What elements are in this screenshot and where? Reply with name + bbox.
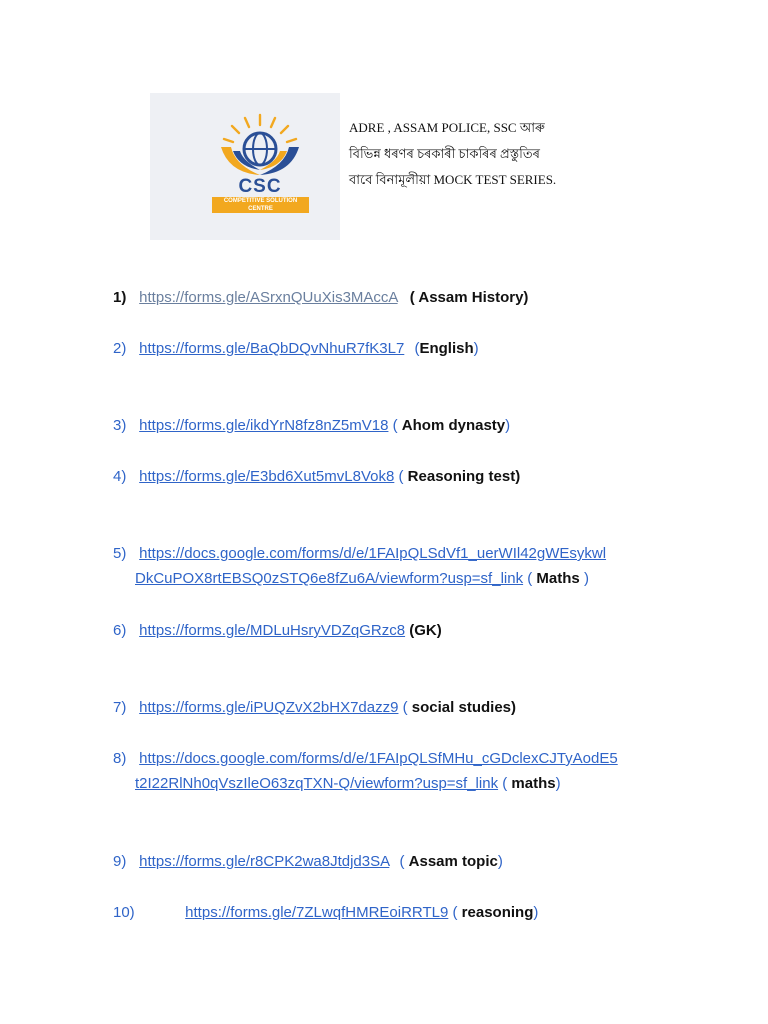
list-item: [113, 849, 503, 874]
item-label: Maths: [536, 570, 580, 587]
item-label: (GK): [409, 622, 442, 639]
item-number: 7): [113, 699, 127, 716]
logo-tagline: COMPETITIVE SOLUTION CENTRE: [212, 197, 309, 213]
list-item: [113, 900, 538, 925]
list-item-continuation: [135, 566, 589, 591]
logo-text: CSC: [238, 176, 282, 197]
tagline-line: বিভিন্ন ধৰণৰ চৰকাৰী চাকৰিৰ প্ৰস্তুতিৰ: [349, 146, 540, 161]
item-label: reasoning: [461, 904, 534, 921]
item-number: 6): [113, 622, 127, 639]
list-item: [113, 285, 528, 310]
close-paren: ): [473, 340, 479, 357]
list-item: [113, 413, 510, 438]
item-label: English: [419, 340, 474, 357]
logo-panel: [150, 93, 340, 240]
form-link[interactable]: https://forms.gle/E3bd6Xut5mvL8Vok8: [139, 468, 395, 485]
list-item: [113, 464, 520, 489]
list-item: [113, 541, 606, 566]
tagline-line: ADRE , ASSAM POLICE, SSC আৰু: [349, 120, 545, 135]
item-number: 8): [113, 750, 127, 767]
list-item-continuation: [135, 771, 561, 796]
open-paren: (: [392, 417, 398, 434]
form-link[interactable]: https://docs.google.com/forms/d/e/1FAIpQLSdVf1_uerWIl42gWEsykwl: [139, 545, 607, 562]
close-paren: ): [555, 775, 561, 792]
close-paren: ): [583, 570, 589, 587]
item-number: 5): [113, 545, 127, 562]
close-paren: ): [497, 853, 503, 870]
tagline-line: বাবে বিনামূলীয়া MOCK TEST SERIES.: [349, 172, 557, 187]
open-paren: (: [527, 570, 533, 587]
open-paren: (: [398, 468, 404, 485]
item-label: Ahom dynasty: [401, 417, 506, 434]
item-label: maths: [511, 775, 556, 792]
form-link[interactable]: t2I22RlNh0qVszIleO63zqTXN-Q/viewform?usp=sf_link: [135, 775, 499, 792]
item-label: ( Assam History): [409, 289, 529, 306]
form-link[interactable]: https://forms.gle/ikdYrN8fz8nZ5mV18: [139, 417, 389, 434]
form-link[interactable]: https://forms.gle/MDLuHsryVDZqGRzc8: [139, 622, 406, 639]
close-paren: ): [533, 904, 539, 921]
item-label: Assam topic: [408, 853, 498, 870]
open-paren: (: [399, 853, 405, 870]
item-number: 1): [113, 289, 127, 306]
list-item: [113, 336, 479, 361]
list-item: [113, 618, 442, 643]
header-banner: [150, 93, 597, 240]
form-link[interactable]: https://forms.gle/ASrxnQUuXis3MAccA: [139, 289, 398, 306]
item-number: 9): [113, 853, 127, 870]
list-item: [113, 746, 618, 771]
form-link[interactable]: https://forms.gle/7ZLwqfHMREoiRRTL9: [185, 904, 449, 921]
close-paren: ): [505, 417, 511, 434]
item-number: 10): [113, 904, 135, 921]
form-link[interactable]: DkCuPOX8rtEBSQ0zSTQ6e8fZu6A/viewform?usp=sf_link: [135, 570, 524, 587]
item-number: 4): [113, 468, 127, 485]
form-link[interactable]: https://forms.gle/BaQbDQvNhuR7fK3L7: [139, 340, 405, 357]
item-number: 2): [113, 340, 127, 357]
form-link[interactable]: https://forms.gle/iPUQZvX2bHX7dazz9: [139, 699, 399, 716]
open-paren: (: [402, 699, 408, 716]
banner-tagline: [349, 115, 589, 193]
item-label: social studies): [411, 699, 516, 716]
item-number: 3): [113, 417, 127, 434]
open-paren: (: [452, 904, 458, 921]
open-paren: (: [502, 775, 508, 792]
item-label: Reasoning test): [407, 468, 521, 485]
open-paren: (: [414, 340, 420, 357]
form-link[interactable]: https://docs.google.com/forms/d/e/1FAIpQLSfMHu_cGDclexCJTyAodE5: [139, 750, 618, 767]
list-item: [113, 695, 516, 720]
form-link[interactable]: https://forms.gle/r8CPK2wa8Jtdjd3SA: [139, 853, 390, 870]
